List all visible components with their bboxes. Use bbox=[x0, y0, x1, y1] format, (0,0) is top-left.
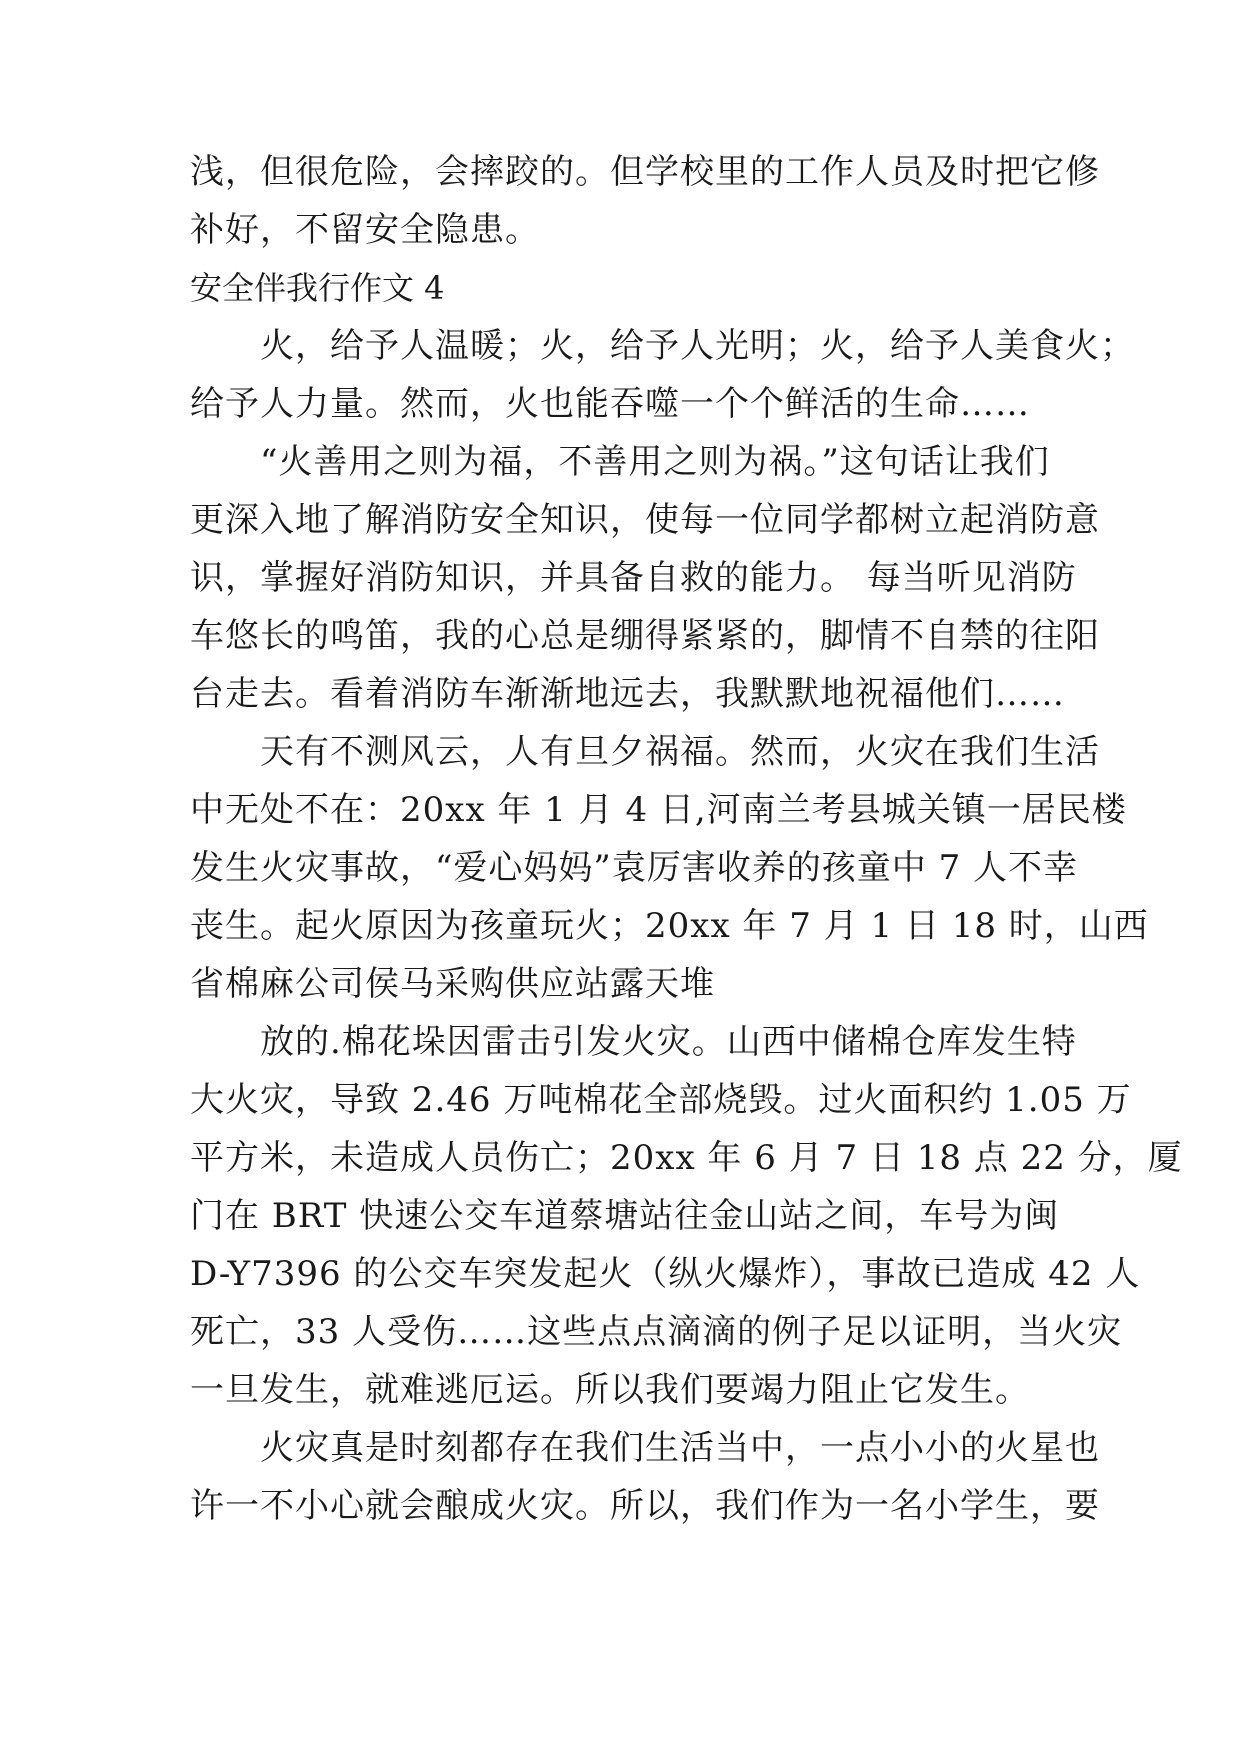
text-line: 大火灾，导致 2.46 万吨棉花全部烧毁。过火面积约 1.05 万 bbox=[190, 1080, 1132, 1120]
text-line: 门在 BRT 快速公交车道蔡塘站往金山站之间，车号为闽 bbox=[190, 1196, 1060, 1236]
text-line: 许一不小心就会酿成火灾。所以，我们作为一名小学生，要 bbox=[190, 1486, 1100, 1526]
text-line: 火灾真是时刻都存在我们生活当中，一点小小的火星也 bbox=[190, 1428, 1100, 1468]
text-line: 天有不测风云，人有旦夕祸福。然而，火灾在我们生活 bbox=[190, 732, 1100, 772]
text-line: 补好，不留安全隐患。 bbox=[190, 210, 540, 250]
text-line: 识，掌握好消防知识，并具备自救的能力。 每当听见消防 bbox=[190, 558, 1077, 598]
text-line: 车悠长的鸣笛，我的心总是绷得紧紧的，脚情不自禁的往阳 bbox=[190, 616, 1100, 656]
text-line: 台走去。看着消防车渐渐地远去，我默默地祝福他们…… bbox=[190, 674, 1065, 714]
text-line: 一旦发生，就难逃厄运。所以我们要竭力阻止它发生。 bbox=[190, 1370, 1030, 1410]
text-line: 死亡，33 人受伤……这些点点滴滴的例子足以证明，当火灾 bbox=[190, 1312, 1123, 1352]
text-line: 省棉麻公司侯马采购供应站露天堆 bbox=[190, 964, 715, 1004]
text-line: 平方米，未造成人员伤亡；20xx 年 6 月 7 日 18 点 22 分，厦 bbox=[190, 1138, 1183, 1178]
text-line: 火，给予人温暖；火，给予人光明；火，给予人美食火； bbox=[190, 326, 1135, 366]
text-line: 放的.棉花垛因雷击引发火灾。山西中储棉仓库发生特 bbox=[190, 1022, 1077, 1062]
text-line: 给予人力量。然而，火也能吞噬一个个鲜活的生命…… bbox=[190, 384, 1030, 424]
text-line: 发生火灾事故，“爱心妈妈”袁厉害收养的孩童中 7 人不幸 bbox=[190, 848, 1079, 888]
text-line: D-Y7396 的公交车突发起火（纵火爆炸），事故已造成 42 人 bbox=[190, 1254, 1141, 1294]
text-line: 浅，但很危险，会摔跤的。但学校里的工作人员及时把它修 bbox=[190, 152, 1100, 192]
text-line: 更深入地了解消防安全知识，使每一位同学都树立起消防意 bbox=[190, 500, 1100, 540]
text-line: 中无处不在：20xx 年 1 月 4 日,河南兰考县城关镇一居民楼 bbox=[190, 790, 1127, 830]
section-heading: 安全伴我行作文 4 bbox=[190, 269, 445, 307]
text-line: 丧生。起火原因为孩童玩火；20xx 年 7 月 1 日 18 时，山西 bbox=[190, 906, 1149, 946]
text-line: “火善用之则为福，不善用之则为祸。”这句话让我们 bbox=[190, 442, 1050, 482]
